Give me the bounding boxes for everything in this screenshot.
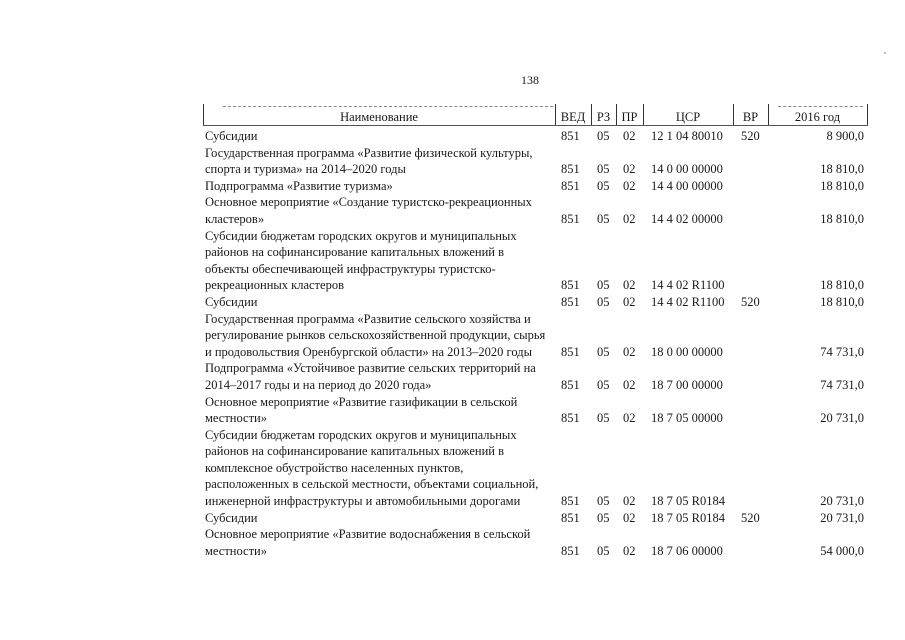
- row-csr: 18 7 05 R0184: [651, 510, 725, 525]
- row-pr: 02: [623, 278, 636, 293]
- row-csr: 18 7 05 R0184: [651, 494, 725, 509]
- row-vr: 520: [741, 294, 760, 309]
- scan-speck: [884, 52, 886, 54]
- row-amount: 74 731,0: [820, 344, 864, 359]
- header-pr: ПР: [621, 110, 638, 124]
- row-rz: 05: [597, 377, 610, 392]
- row-pr: 02: [623, 129, 636, 143]
- row-rz: 05: [597, 129, 610, 143]
- row-rz: 05: [597, 162, 610, 177]
- row-rz: 05: [597, 411, 610, 426]
- row-ved: 851: [561, 129, 580, 143]
- row-csr: 18 7 00 00000: [651, 377, 723, 392]
- row-csr: 18 0 00 00000: [651, 344, 723, 359]
- row-name: Основное мероприятие «Развитие газификации в сельской местности»: [205, 394, 518, 426]
- row-ved: 851: [561, 543, 580, 558]
- row-csr: 12 1 04 80010: [651, 129, 723, 143]
- header-csr: ЦСР: [675, 110, 701, 124]
- row-ved: 851: [561, 377, 580, 392]
- table-row: [203, 360, 868, 393]
- row-pr: 02: [623, 543, 636, 558]
- table-row: [203, 427, 868, 510]
- row-amount: 8 900,0: [826, 129, 864, 143]
- row-rz: 05: [597, 510, 610, 525]
- header-bottom-rule: [203, 125, 868, 126]
- row-csr: 14 4 02 00000: [651, 211, 723, 226]
- row-amount: 18 810,0: [820, 162, 864, 177]
- row-amount: 20 731,0: [820, 411, 864, 426]
- row-ved: 851: [561, 344, 580, 359]
- row-pr: 02: [623, 178, 636, 193]
- row-rz: 05: [597, 211, 610, 226]
- budget-table: [203, 104, 868, 559]
- row-amount: 18 810,0: [820, 211, 864, 226]
- row-name: Подпрограмма «Устойчивое развитие сельских территорий на 2014–2017 годы и на период до 2020 года»: [205, 361, 536, 392]
- row-pr: 02: [623, 411, 636, 426]
- row-amount: 18 810,0: [820, 178, 864, 193]
- row-name: Основное мероприятие «Развитие водоснабжения в сельской местности»: [205, 527, 531, 558]
- row-rz: 05: [597, 344, 610, 359]
- table-row: [203, 294, 868, 311]
- header-ved: ВЕД: [560, 110, 586, 124]
- row-ved: 851: [561, 411, 580, 426]
- row-amount: 18 810,0: [820, 294, 864, 309]
- header-vr: ВР: [742, 110, 759, 124]
- row-name: Субсидии: [205, 129, 258, 143]
- row-amount: 54 000,0: [820, 543, 864, 558]
- row-amount: 20 731,0: [820, 510, 864, 525]
- row-name: Субсидии: [205, 510, 258, 525]
- header-top-rule-right: [778, 106, 863, 107]
- row-rz: 05: [597, 178, 610, 193]
- row-amount: 18 810,0: [820, 278, 864, 293]
- row-pr: 02: [623, 377, 636, 392]
- table-row: [203, 311, 868, 361]
- row-csr: 14 4 00 00000: [651, 178, 723, 193]
- table-row: [203, 394, 868, 427]
- row-csr: 14 4 02 R1100: [651, 278, 725, 293]
- row-name: Субсидии бюджетам городских округов и муниципальных районов на софинансирование капитальных вложений в объекты обеспечивающей инфраструктуры туристско-рекреационных кластеров: [205, 228, 517, 293]
- table-row: [203, 228, 868, 294]
- row-name: Государственная программа «Развитие сельского хозяйства и регулирование рынков сельскохозяйственной продукции, сырья и продовольствия Оренбургской области» на 2013–2020 годы: [205, 311, 546, 359]
- row-rz: 05: [597, 543, 610, 558]
- header-name: Наименование: [340, 110, 418, 124]
- row-csr: 18 7 06 00000: [651, 543, 723, 558]
- row-csr: 18 7 05 00000: [651, 411, 723, 426]
- row-ved: 851: [561, 162, 580, 177]
- row-name: Основное мероприятие «Создание туристско-рекреационных кластеров»: [205, 195, 532, 226]
- table-header: [203, 104, 868, 126]
- table-row: [203, 178, 868, 195]
- row-name: Подпрограмма «Развитие туризма»: [205, 178, 393, 193]
- row-pr: 02: [623, 494, 636, 509]
- row-pr: 02: [623, 510, 636, 525]
- row-ved: 851: [561, 178, 580, 193]
- row-ved: 851: [561, 294, 580, 309]
- row-name: Государственная программа «Развитие физической культуры, спорта и туризма» на 2014–2020 годы: [205, 145, 533, 177]
- row-csr: 14 0 00 00000: [651, 162, 723, 177]
- row-pr: 02: [623, 211, 636, 226]
- header-divider: [867, 104, 868, 126]
- header-top-rule: [223, 106, 553, 107]
- table-row: [203, 510, 868, 527]
- row-ved: 851: [561, 510, 580, 525]
- table-body: [203, 128, 868, 559]
- row-vr: 520: [741, 510, 760, 525]
- row-ved: 851: [561, 278, 580, 293]
- table-row: [203, 145, 868, 178]
- row-pr: 02: [623, 162, 636, 177]
- row-name: Субсидии бюджетам городских округов и муниципальных районов на софинансирование капитальных вложений в комплексное обустройство населенных пунктов, расположенных в сельской местности, объектами социальной, инженерной инфраструктуры и автомобильными дорогами: [205, 427, 539, 509]
- row-pr: 02: [623, 294, 636, 309]
- table-row: [203, 526, 868, 559]
- header-year: 2016 год: [794, 110, 841, 124]
- row-amount: 20 731,0: [820, 494, 864, 509]
- row-ved: 851: [561, 494, 580, 509]
- table-row: [203, 128, 868, 145]
- row-ved: 851: [561, 211, 580, 226]
- page-number: 138: [521, 73, 539, 87]
- table-row: [203, 194, 868, 227]
- row-csr: 14 4 02 R1100: [651, 294, 725, 309]
- row-name: Субсидии: [205, 294, 258, 309]
- row-pr: 02: [623, 344, 636, 359]
- row-vr: 520: [741, 129, 760, 143]
- header-rz: РЗ: [596, 110, 611, 124]
- row-amount: 74 731,0: [820, 377, 864, 392]
- row-rz: 05: [597, 294, 610, 309]
- row-rz: 05: [597, 494, 610, 509]
- row-rz: 05: [597, 278, 610, 293]
